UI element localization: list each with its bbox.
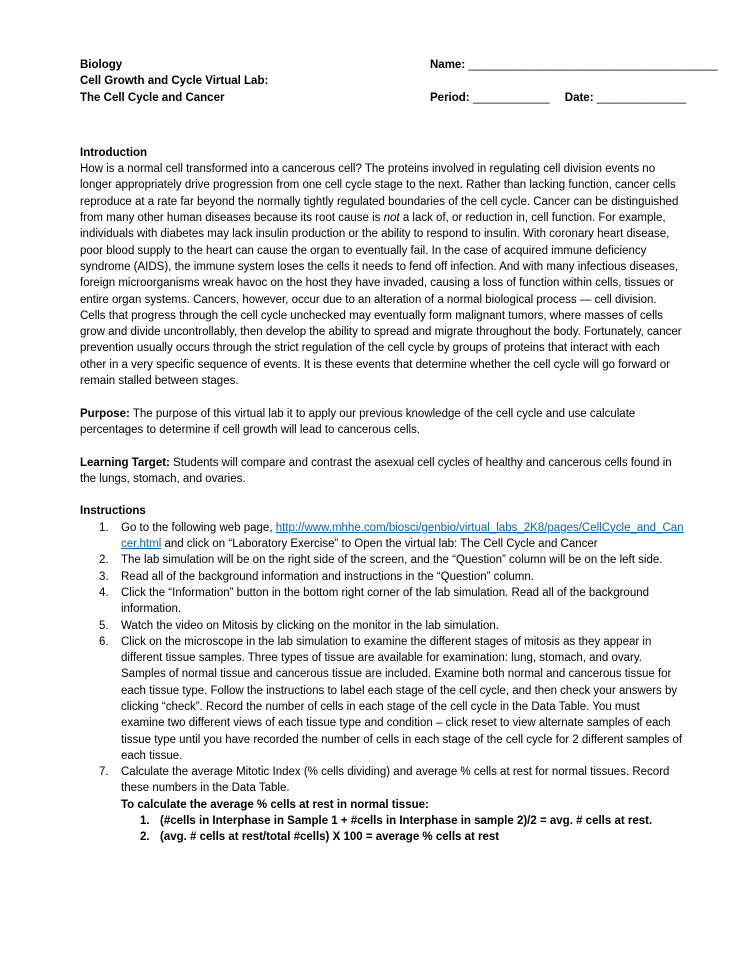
period-label: Period: — [430, 91, 470, 104]
introduction-heading: Introduction — [80, 146, 148, 159]
calculation-heading: To calculate the average % cells at rest in normal tissue: — [121, 798, 429, 811]
instruction-number: 5. — [99, 619, 109, 632]
period-blank: ____________ — [472, 91, 550, 104]
lab-title-line1: Cell Growth and Cycle Virtual Lab: — [80, 75, 269, 88]
section-gap — [80, 389, 686, 405]
instruction-item — [99, 585, 686, 618]
document-header — [80, 57, 718, 106]
calculation-step-number: 1. — [140, 815, 150, 828]
name-label: Name: — [430, 59, 466, 71]
instruction-number: 6. — [99, 635, 109, 648]
calculation-step — [140, 813, 686, 829]
instruction-item — [99, 634, 686, 764]
instructions-list — [80, 520, 686, 846]
instruction-item — [99, 520, 686, 553]
name-blank: _______________________________________ — [468, 59, 718, 71]
instruction-text — [121, 520, 686, 553]
introduction-paragraph-1 — [80, 161, 686, 308]
instruction-1-after-link: and click on “Laboratory Exercise” to Open the virtual lab: The Cell Cycle and Cancer — [161, 538, 598, 551]
period-date-field — [430, 90, 686, 106]
header-row-1 — [80, 57, 718, 73]
instructions-heading: Instructions — [80, 505, 146, 518]
calculation-step-text: (#cells in Interphase in Sample 1 + #cells in Interphase in sample 2)/2 = avg. # cells at rest. — [160, 815, 653, 828]
instruction-number: 4. — [99, 586, 109, 599]
instruction-text: Read all of the background information and instructions in the “Question” column. — [121, 570, 534, 583]
calculation-step-text: (avg. # cells at rest/total #cells) X 100 = average % cells at rest — [160, 831, 500, 844]
purpose-label: Purpose: — [80, 407, 130, 420]
instruction-item — [99, 764, 686, 797]
header-row-3 — [80, 90, 686, 106]
introduction-paragraph-2: Cells that progress through the cell cycle unchecked may eventually form malignant tumors, where masses of cells grow and divide uncontrollably, then develop the ability to spread and migrate throughout the body. Fortunately, cancer prevention usually occurs through the strict regulation of the cell cycle by groups of proteins that interact with each other in a very specific sequence of events. It is these events that determine whether the cell cycle will go forward or remain stalled between stages. — [80, 309, 682, 388]
instruction-item — [99, 618, 686, 634]
instruction-text: Calculate the average Mitotic Index (% cells dividing) and average % cells at rest for normal tissues. Record these numbers in the Data Table. — [121, 766, 670, 795]
purpose-text: The purpose of this virtual lab it to apply our previous knowledge of the cell cycle and use calculate percentages to determine if cell growth will lead to cancerous cells. — [80, 407, 636, 436]
section-gap — [80, 487, 686, 503]
header-body-gap — [80, 106, 686, 145]
header-row-2 — [80, 73, 686, 89]
instruction-1-before-link: Go to the following web page, — [121, 521, 276, 534]
name-field — [430, 57, 718, 73]
instruction-number: 1. — [99, 521, 109, 534]
lab-url-link[interactable]: http://www.mhhe.com/biosci/genbio/virtual_labs_2K8/pages/CellCycle_and_Cancer.html — [121, 521, 684, 551]
section-gap — [80, 438, 686, 454]
date-blank: ______________ — [596, 91, 687, 104]
date-label: Date: — [564, 91, 594, 104]
instruction-number: 2. — [99, 554, 109, 567]
date-field — [565, 92, 687, 104]
instruction-number: 3. — [99, 570, 109, 583]
instruction-item — [99, 569, 686, 585]
learning-target-text: Students will compare and contrast the asexual cell cycles of healthy and cancerous cells found in the lungs, stomach, and ovaries. — [80, 456, 672, 485]
instruction-text: Click the “Information” button in the bottom right corner of the lab simulation. Read all of the background information. — [121, 586, 650, 616]
emphasis-not: not — [383, 212, 400, 225]
learning-target-paragraph — [80, 455, 686, 488]
instruction-text: Watch the video on Mitosis by clicking on the monitor in the lab simulation. — [121, 619, 499, 632]
calculation-step — [140, 829, 686, 845]
calculation-block — [121, 797, 686, 846]
learning-target-label: Learning Target: — [80, 456, 170, 469]
introduction-text-before: How is a normal cell transformed into a cancerous cell? The proteins involved in regulating cell division events no longer appropriately drive progression from one cell cycle stage to the next. Rather than lacking function, cancer cells reproduce at a rate far beyond the normally tightly regulated boundaries of the cell cycle. Cancer can be distinguished from many other human diseases because its root cause is — [80, 163, 679, 225]
course-title: Biology — [80, 59, 123, 71]
calculation-step-number: 2. — [140, 831, 150, 844]
lab-title-line2: The Cell Cycle and Cancer — [80, 91, 225, 104]
instruction-number: 7. — [99, 766, 109, 779]
instruction-text: The lab simulation will be on the right side of the screen, and the “Question” column will be on the left side. — [121, 554, 663, 567]
introduction-text-after: a lack of, or reduction in, cell function. For example, individuals with diabetes may lack insulin production or the ability to respond to insulin. With coronary heart disease, poor blood supply to the heart can cause the organ to eventually fail. In the case of acquired immune deficiency syndrome (AIDS), the immune system loses the cells it needs to fend off infection. And with many infectious diseases, foreign microorganisms wreak havoc on the host they have invaded, causing a loss of function within cells, tissues or entire organ systems. Cancers, however, occur due to an alteration of a normal biological process — cell division. — [80, 212, 679, 306]
instruction-item — [99, 552, 686, 568]
purpose-paragraph — [80, 406, 686, 439]
instruction-text: Click on the microscope in the lab simulation to examine the different stages of mitosis as they appear in different tissue samples. Three types of tissue are available for examination: lung, stomach, and ovary. Samples of normal tissue and cancerous tissue are included. Examine both normal and cancerous tissue for each tissue type. Follow the instructions to label each stage of the cell cycle, and then check your answers by clicking “check”. Record the number of cells in each stage of the cell cycle in the Data Table. You must examine two different views of each tissue type and condition – click reset to view alternate samples of each tissue type until you have recorded the number of cells in each stage of the cell cycle for 2 different samples of each tissue. — [121, 635, 683, 762]
